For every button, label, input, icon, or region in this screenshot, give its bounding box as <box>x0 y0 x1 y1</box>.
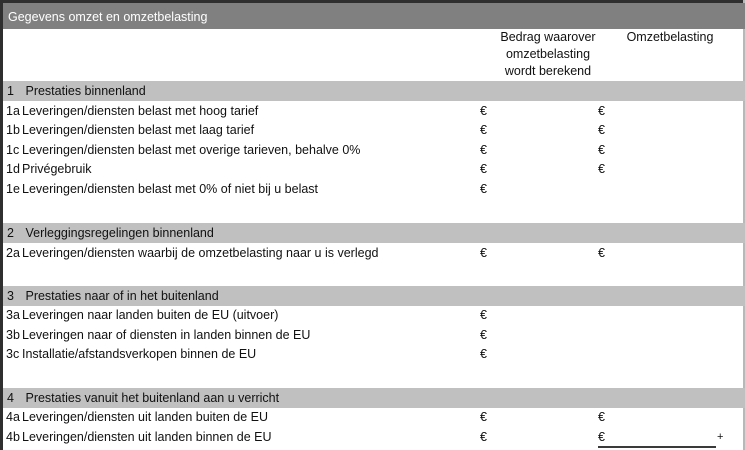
form-title: Gegevens omzet en omzetbelasting <box>3 3 745 29</box>
tax-column-header: Omzetbelasting <box>626 30 714 44</box>
row-code: 1a <box>6 104 20 118</box>
row-4a <box>3 407 745 427</box>
amount-currency[interactable]: € <box>480 143 487 157</box>
row-1c <box>3 140 745 160</box>
row-code: 1b <box>6 123 20 137</box>
row-label: Privégebruik <box>22 162 92 176</box>
section-title: Prestaties naar of in het buitenland <box>25 289 219 303</box>
tax-currency[interactable]: € <box>598 410 605 424</box>
row-2a <box>3 243 745 263</box>
row-1e <box>3 179 745 199</box>
amount-currency[interactable]: € <box>480 328 487 342</box>
row-label: Leveringen naar of diensten in landen binnen de EU <box>22 328 311 342</box>
row-1a <box>3 101 745 121</box>
section-header-3 <box>3 286 745 306</box>
amount-column-header <box>488 29 608 80</box>
amount-currency[interactable]: € <box>480 347 487 361</box>
row-label: Leveringen/diensten belast met hoog tarief <box>22 104 259 118</box>
row-code: 1d <box>6 162 20 176</box>
section-number: 1 <box>7 84 14 98</box>
row-3c <box>3 344 745 364</box>
row-label: Leveringen naar landen buiten de EU (uitvoer) <box>22 308 279 322</box>
row-code: 3b <box>6 328 20 342</box>
amount-currency[interactable]: € <box>480 123 487 137</box>
amount-currency[interactable]: € <box>480 104 487 118</box>
amount-currency[interactable]: € <box>480 430 487 444</box>
row-1b <box>3 120 745 140</box>
section-title: Verleggingsregelingen binnenland <box>25 226 214 240</box>
row-code: 4a <box>6 410 20 424</box>
section-number: 4 <box>7 391 14 405</box>
row-code: 1e <box>6 182 20 196</box>
amount-currency[interactable]: € <box>480 182 487 196</box>
subtotal-plus-sign: + <box>717 431 724 443</box>
section-title: Prestaties binnenland <box>25 84 146 98</box>
row-4b <box>3 427 745 447</box>
amount-currency[interactable]: € <box>480 410 487 424</box>
amount-currency[interactable]: € <box>480 308 487 322</box>
row-code: 3a <box>6 308 20 322</box>
tax-currency[interactable]: € <box>598 246 605 260</box>
row-code: 3c <box>6 347 20 361</box>
section-header-4 <box>3 388 745 408</box>
tax-currency[interactable]: € <box>598 143 605 157</box>
amount-header-line-1: Bedrag waarover <box>500 30 596 44</box>
row-code: 1c <box>6 143 20 157</box>
amount-currency[interactable]: € <box>480 162 487 176</box>
row-3a <box>3 305 745 325</box>
row-3b <box>3 325 745 345</box>
tax-currency[interactable]: € <box>598 162 605 176</box>
row-label: Installatie/afstandsverkopen binnen de EU <box>22 347 257 361</box>
section-header-2 <box>3 223 745 243</box>
row-1d <box>3 159 745 179</box>
amount-header-line-2: omzetbelasting <box>505 47 591 61</box>
row-label: Leveringen/diensten uit landen binnen de EU <box>22 430 272 444</box>
row-label: Leveringen/diensten uit landen buiten de EU <box>22 410 269 424</box>
section-number: 3 <box>7 289 14 303</box>
row-label: Leveringen/diensten waarbij de omzetbelasting naar u is verlegd <box>22 246 379 260</box>
subtotal-underline <box>598 446 716 448</box>
row-label: Leveringen/diensten belast met laag tarief <box>22 123 255 137</box>
tax-currency[interactable]: € <box>598 123 605 137</box>
row-code: 2a <box>6 246 20 260</box>
row-label: Leveringen/diensten belast met 0% of niet bij u belast <box>22 182 319 196</box>
amount-currency[interactable]: € <box>480 246 487 260</box>
amount-header-line-3: wordt berekend <box>504 64 592 78</box>
section-title: Prestaties vanuit het buitenland aan u verricht <box>25 391 280 405</box>
tax-currency[interactable]: € <box>598 104 605 118</box>
tax-currency[interactable]: € <box>598 430 605 444</box>
row-label: Leveringen/diensten belast met overige tarieven, behalve 0% <box>22 143 361 157</box>
row-code: 4b <box>6 430 20 444</box>
section-header-1 <box>3 81 745 101</box>
section-number: 2 <box>7 226 14 240</box>
